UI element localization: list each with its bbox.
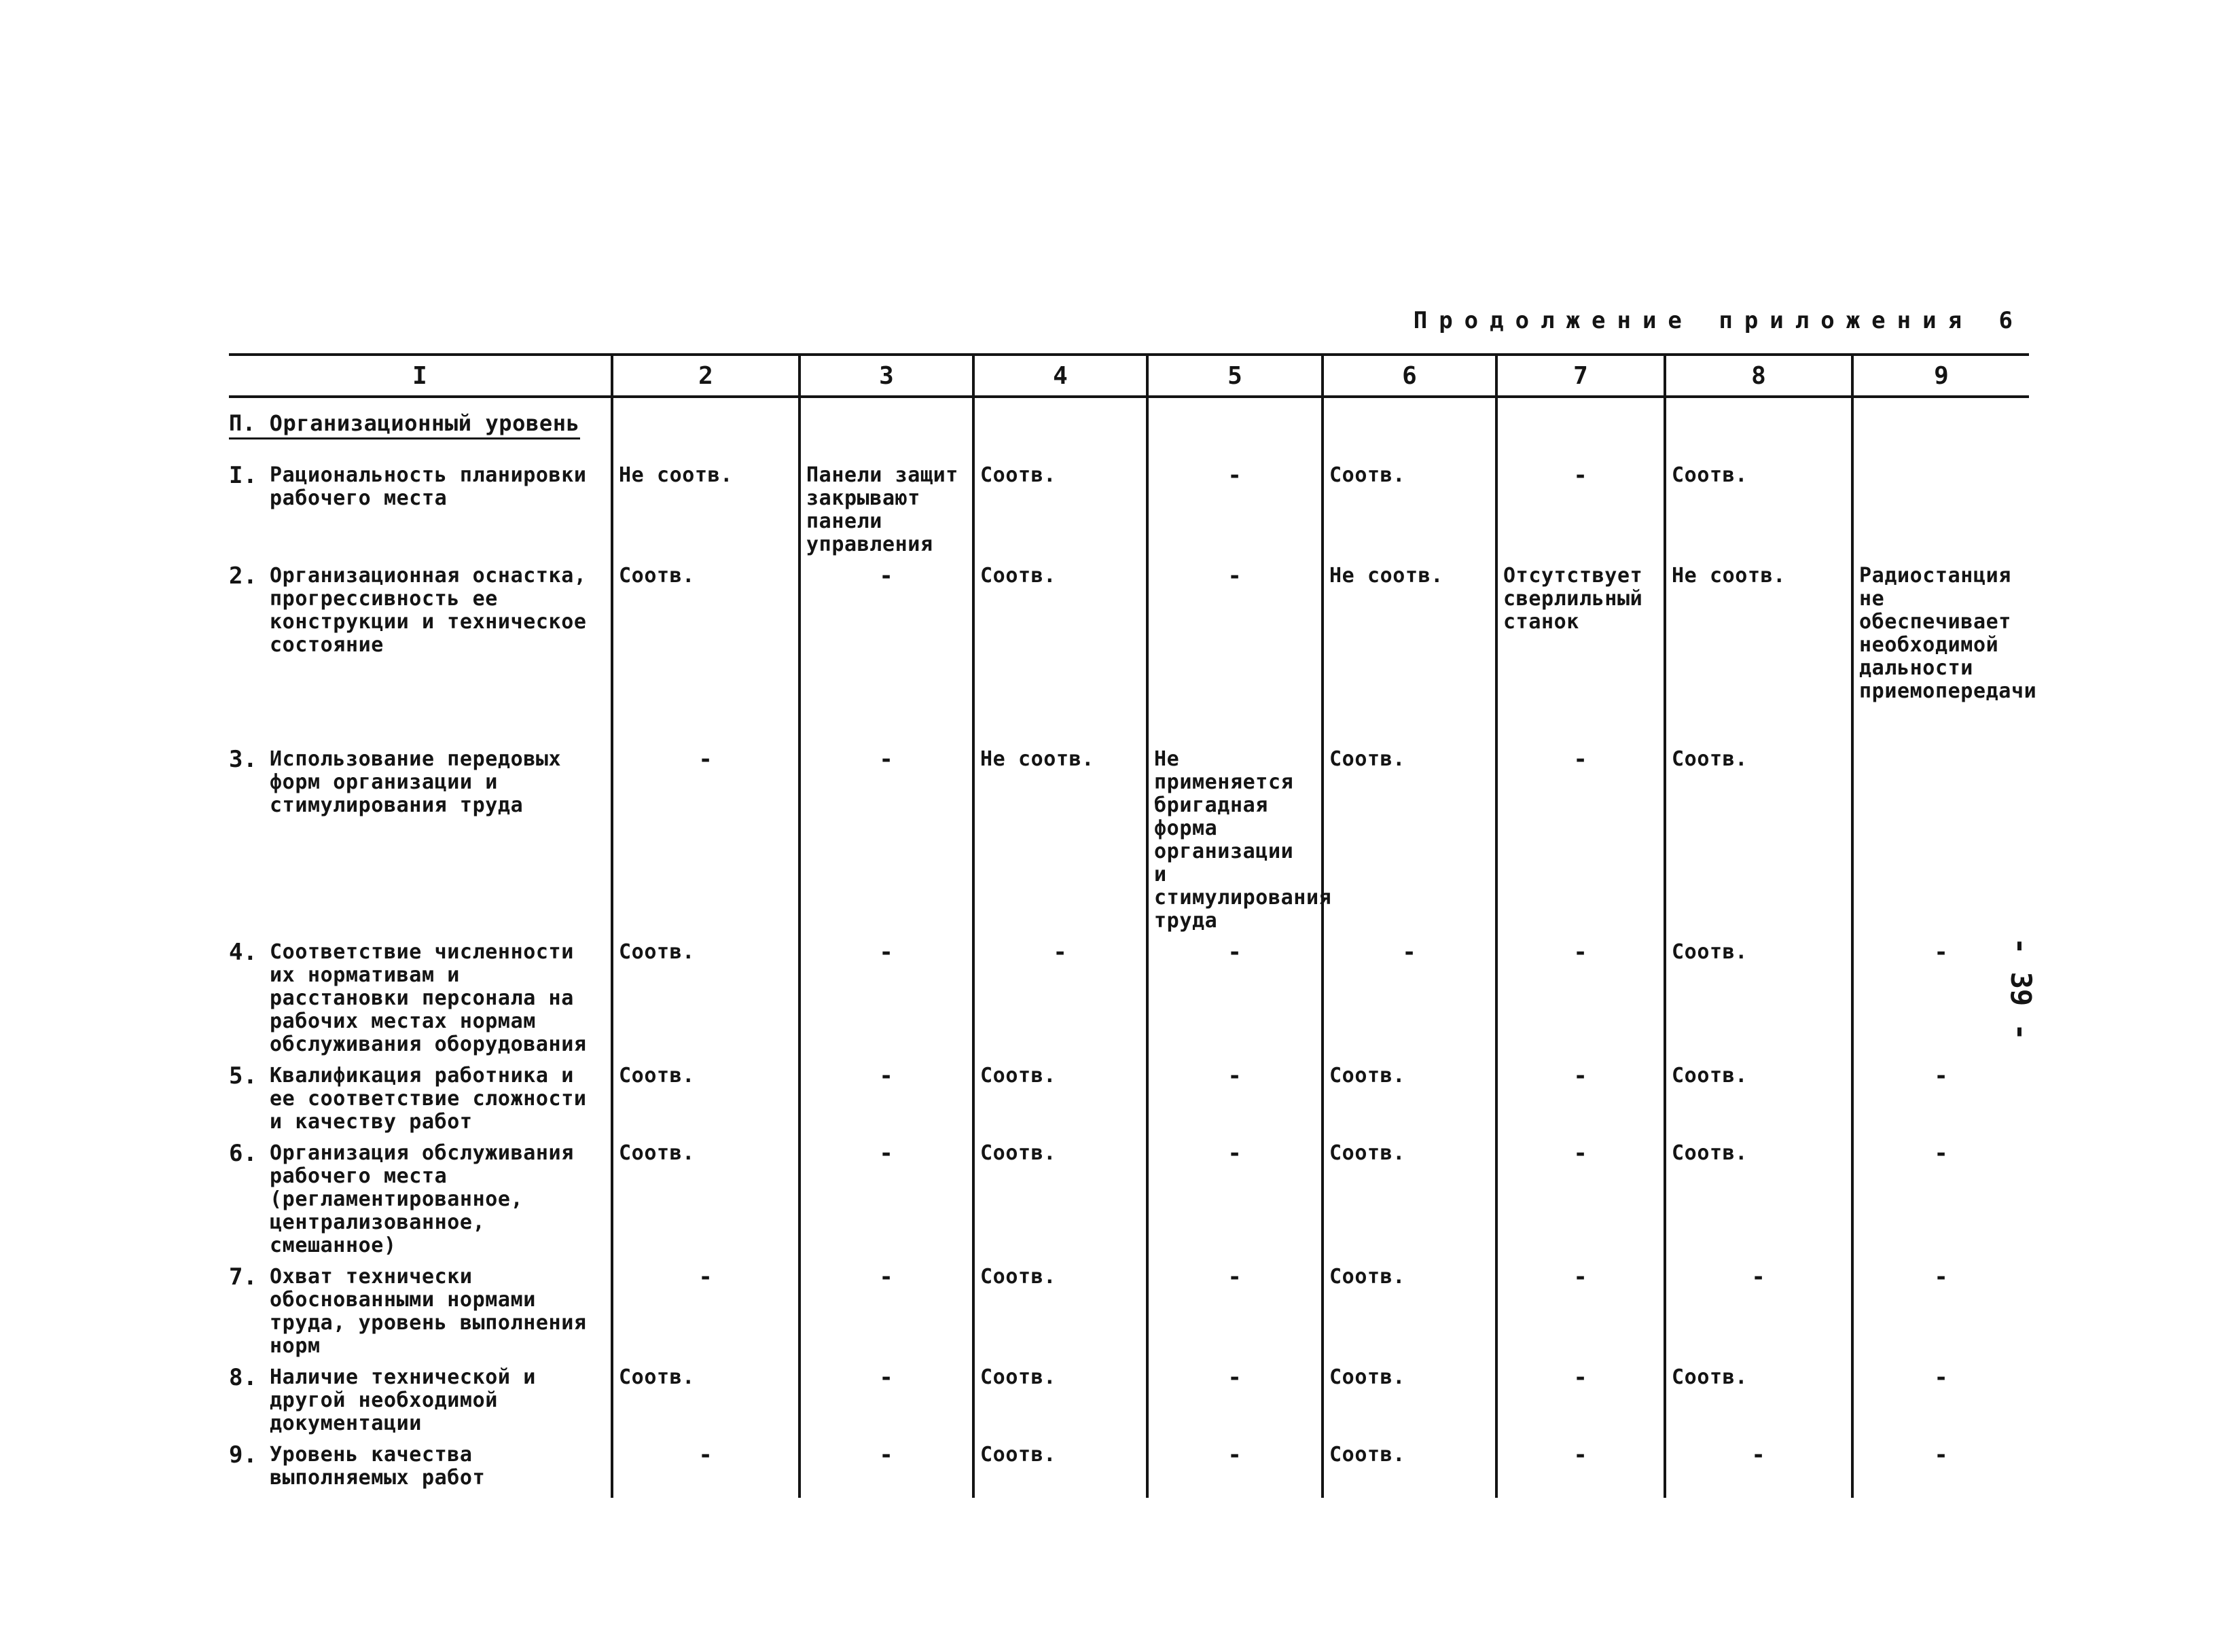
column-header-4: 4 xyxy=(973,355,1147,397)
criterion-cell xyxy=(229,1439,612,1498)
column-header-1: I xyxy=(229,355,612,397)
cell-col-7: - xyxy=(1496,744,1665,937)
continuation-caption: Продолжение приложения 6 xyxy=(1413,307,2024,334)
cell-col-2: - xyxy=(612,1261,799,1362)
cell-col-2: - xyxy=(612,1439,799,1498)
cell-col-6: - xyxy=(1323,937,1496,1060)
criterion-text: Квалификация работника и ее соответствие сложности и качеству работ xyxy=(270,1064,587,1134)
empty-cell xyxy=(1496,397,1665,460)
cell-col-7: - xyxy=(1496,1362,1665,1439)
cell-col-6: Соотв. xyxy=(1323,1261,1496,1362)
cell-col-4: Соотв. xyxy=(973,1138,1147,1261)
criterion-item xyxy=(229,1142,605,1257)
criterion-item xyxy=(229,1443,605,1490)
section-title: П. Организационный уровень xyxy=(229,410,580,439)
cell-col-3: - xyxy=(799,1261,973,1362)
cell-col-8: Соотв. xyxy=(1665,1060,1852,1138)
cell-col-9: - xyxy=(1852,1439,2029,1498)
cell-col-8: Не соотв. xyxy=(1665,560,1852,744)
criterion-text: Охват технически обоснованными нормами труда, уровень выполнения норм xyxy=(270,1265,587,1358)
criterion-item xyxy=(229,1366,605,1435)
cell-col-5: - xyxy=(1147,1261,1323,1362)
column-header-6: 6 xyxy=(1323,355,1496,397)
cell-col-3: - xyxy=(799,1138,973,1261)
criterion-item xyxy=(229,464,605,510)
column-header-8: 8 xyxy=(1665,355,1852,397)
criterion-text: Рациональность планировки рабочего места xyxy=(270,463,587,510)
cell-col-7: - xyxy=(1496,1060,1665,1138)
page-number: - 39 - xyxy=(2005,937,2038,1041)
cell-col-3: - xyxy=(799,937,973,1060)
criterion-cell xyxy=(229,744,612,937)
cell-col-5: - xyxy=(1147,937,1323,1060)
empty-cell xyxy=(1665,397,1852,460)
criterion-number: I. xyxy=(229,462,258,489)
cell-col-6: Соотв. xyxy=(1323,460,1496,560)
criterion-number: 9. xyxy=(229,1441,258,1469)
cell-col-6: Соотв. xyxy=(1323,744,1496,937)
cell-col-9: - xyxy=(1852,937,2029,1060)
evaluation-table xyxy=(229,353,2037,1498)
cell-col-8: Соотв. xyxy=(1665,460,1852,560)
empty-cell xyxy=(799,397,973,460)
cell-col-2: Соотв. xyxy=(612,1060,799,1138)
cell-col-8: Соотв. xyxy=(1665,937,1852,1060)
criterion-number: 2. xyxy=(229,562,258,590)
cell-col-4: Соотв. xyxy=(973,1060,1147,1138)
empty-cell xyxy=(612,397,799,460)
column-header-5: 5 xyxy=(1147,355,1323,397)
criterion-cell xyxy=(229,1362,612,1439)
cell-col-4: Соотв. xyxy=(973,1439,1147,1498)
table-row xyxy=(229,1060,2029,1138)
criterion-cell xyxy=(229,937,612,1060)
cell-col-6: Соотв. xyxy=(1323,1439,1496,1498)
table-header xyxy=(229,355,2029,397)
cell-col-5: - xyxy=(1147,1060,1323,1138)
criterion-cell xyxy=(229,1261,612,1362)
criterion-number: 6. xyxy=(229,1140,258,1167)
cell-col-5: - xyxy=(1147,460,1323,560)
criterion-number: 5. xyxy=(229,1062,258,1090)
criterion-text: Уровень качества выполняемых работ xyxy=(270,1443,486,1490)
evaluation-table-container xyxy=(229,353,2037,1498)
cell-col-4: Соотв. xyxy=(973,1362,1147,1439)
cell-col-5: - xyxy=(1147,1362,1323,1439)
empty-cell xyxy=(1147,397,1323,460)
criterion-number: 3. xyxy=(229,746,258,773)
cell-col-3: - xyxy=(799,1439,973,1498)
cell-col-9 xyxy=(1852,460,2029,560)
cell-col-7: - xyxy=(1496,1261,1665,1362)
cell-col-5: - xyxy=(1147,1138,1323,1261)
cell-col-8: - xyxy=(1665,1261,1852,1362)
criterion-text: Наличие технической и другой необходимой документации xyxy=(270,1365,536,1435)
cell-col-8: Соотв. xyxy=(1665,1362,1852,1439)
cell-col-4: Соотв. xyxy=(973,460,1147,560)
column-header-9: 9 xyxy=(1852,355,2029,397)
criterion-text: Организационная оснастка, прогрессивность ее конструкции и техническое состояние xyxy=(270,564,587,657)
cell-col-4: Соотв. xyxy=(973,560,1147,744)
criterion-cell xyxy=(229,560,612,744)
cell-col-8: Соотв. xyxy=(1665,744,1852,937)
cell-col-3: - xyxy=(799,1060,973,1138)
cell-col-2: Соотв. xyxy=(612,560,799,744)
table-row xyxy=(229,1138,2029,1261)
cell-col-7: Отсутствует сверлильный станок xyxy=(1496,560,1665,744)
cell-col-6: Соотв. xyxy=(1323,1362,1496,1439)
cell-col-2: Соотв. xyxy=(612,937,799,1060)
cell-col-9: - xyxy=(1852,1261,2029,1362)
criterion-item xyxy=(229,748,605,817)
table-row xyxy=(229,560,2029,744)
cell-col-2: Соотв. xyxy=(612,1138,799,1261)
criterion-cell xyxy=(229,1060,612,1138)
cell-col-8: Соотв. xyxy=(1665,1138,1852,1261)
cell-col-8: - xyxy=(1665,1439,1852,1498)
cell-col-5: Не применяется бригадная форма организации и стимулирования труда xyxy=(1147,744,1323,937)
table-row xyxy=(229,1261,2029,1362)
empty-cell xyxy=(1852,397,2029,460)
criterion-item xyxy=(229,941,605,1056)
cell-col-3: - xyxy=(799,1362,973,1439)
empty-cell xyxy=(973,397,1147,460)
cell-col-9: - xyxy=(1852,1362,2029,1439)
table-row xyxy=(229,937,2029,1060)
cell-col-7: - xyxy=(1496,1138,1665,1261)
criterion-cell xyxy=(229,1138,612,1261)
cell-col-5: - xyxy=(1147,1439,1323,1498)
table-row xyxy=(229,460,2029,560)
criterion-number: 8. xyxy=(229,1364,258,1391)
section-title-row xyxy=(229,397,2029,460)
criterion-number: 7. xyxy=(229,1263,258,1291)
table-row xyxy=(229,1362,2029,1439)
criterion-item xyxy=(229,1265,605,1358)
cell-col-6: Не соотв. xyxy=(1323,560,1496,744)
cell-col-4: - xyxy=(973,937,1147,1060)
table-body xyxy=(229,397,2037,1498)
criterion-number: 4. xyxy=(229,939,258,966)
cell-col-2: Не соотв. xyxy=(612,460,799,560)
column-header-3: 3 xyxy=(799,355,973,397)
section-title-cell xyxy=(229,397,612,460)
cell-col-4: Соотв. xyxy=(973,1261,1147,1362)
cell-col-9: Радиостанция не обеспечивает необходимой дальности приемопередачи xyxy=(1852,560,2029,744)
cell-col-9: - xyxy=(1852,1060,2029,1138)
column-header-7: 7 xyxy=(1496,355,1665,397)
cell-col-2: Соотв. xyxy=(612,1362,799,1439)
cell-col-3: Панели защит закрывают панели управления xyxy=(799,460,973,560)
criterion-text: Соответствие численности их нормативам и расстановки персонала на рабочих местах нормам обслуживания оборудования xyxy=(270,940,587,1056)
criterion-text: Организация обслуживания рабочего места (регламентированное, централизованное, смешанное) xyxy=(270,1141,574,1257)
cell-col-7: - xyxy=(1496,460,1665,560)
cell-col-7: - xyxy=(1496,937,1665,1060)
criterion-item xyxy=(229,1064,605,1134)
cell-col-3: - xyxy=(799,560,973,744)
cell-col-7: - xyxy=(1496,1439,1665,1498)
cell-col-5: - xyxy=(1147,560,1323,744)
column-header-2: 2 xyxy=(612,355,799,397)
criterion-text: Использование передовых форм организации и стимулирования труда xyxy=(270,747,562,817)
criterion-item xyxy=(229,564,605,657)
cell-col-2: - xyxy=(612,744,799,937)
table-row xyxy=(229,744,2029,937)
empty-cell xyxy=(1323,397,1496,460)
cell-col-4: Не соотв. xyxy=(973,744,1147,937)
cell-col-9 xyxy=(1852,744,2029,937)
criterion-cell xyxy=(229,460,612,560)
cell-col-6: Соотв. xyxy=(1323,1138,1496,1261)
cell-col-3: - xyxy=(799,744,973,937)
header-row xyxy=(229,355,2029,397)
table-row xyxy=(229,1439,2029,1498)
cell-col-9: - xyxy=(1852,1138,2029,1261)
cell-col-6: Соотв. xyxy=(1323,1060,1496,1138)
